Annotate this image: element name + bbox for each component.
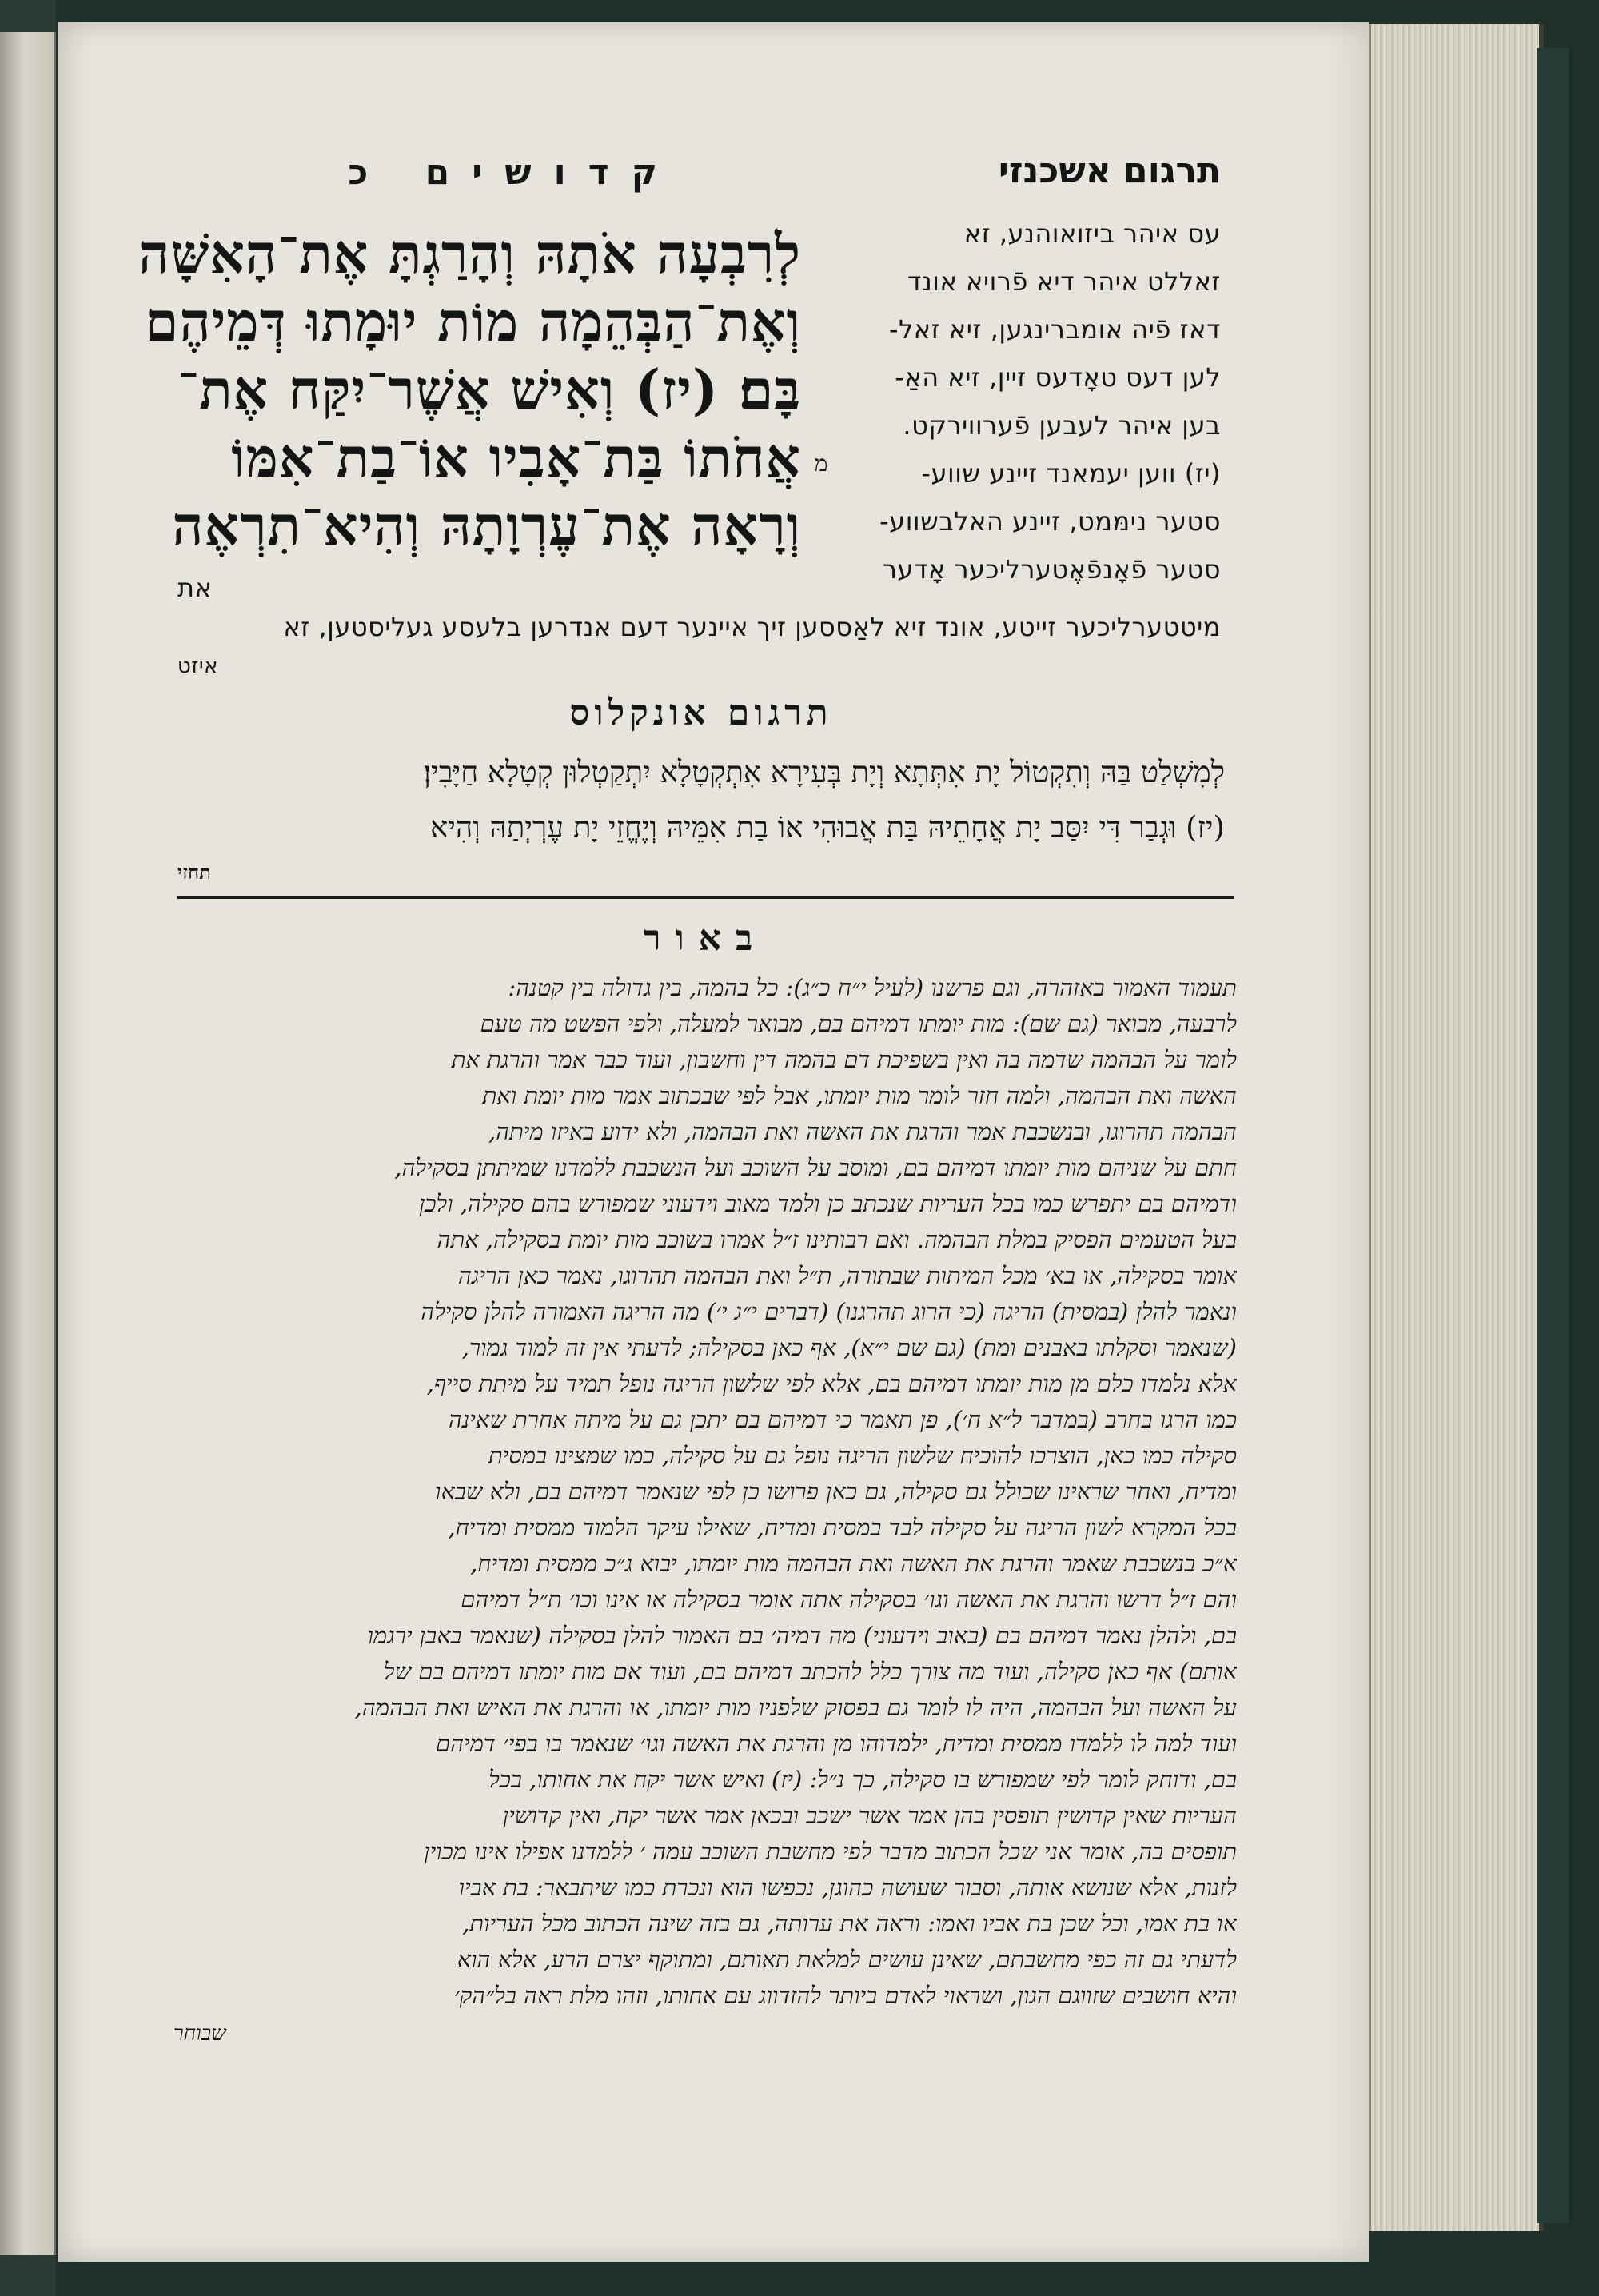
hebrew-text-line: וְרָאָה אֶת־עֶרְוָתָהּ וְהִיא־תִרְאֶה — [172, 494, 801, 558]
commentary-line: בם, ודוחק לומר לפי שמפורש בו סקילה, כך נ״ל: (יז) ואיש אשר יקח את אחותו, בכל — [488, 1766, 1237, 1793]
commentary-line: על האשה ועל הבהמה, היה לו לומר גם בפסוק שלפניו מות יומתו, או והרגת את האיש ואת הבהמה, — [354, 1694, 1237, 1721]
commentary-line: תעמוד האמור באזהרה, וגם פרשנו (לעיל י״ח כ״ג): כל בהמה, בין גדולה בין קטנה: — [508, 974, 1237, 1001]
biur-title: באור — [643, 918, 768, 959]
commentary-line: אלא נלמדו כלם מן מות יומתו דמיהם בם, אלא לפי שלשון הריגה נופל תמיד על מיתת סייף, — [426, 1370, 1237, 1397]
translation-line: סטער פֿאָנפֿאֶטערליכער אָדער — [882, 554, 1221, 585]
commentary-line: (שנאמר וסקלתו באבנים ומת) (גם שם י״א), אף כאן בסקילה; לדעתי אין זה למוד גמור, — [461, 1334, 1237, 1361]
translation-line: לען דעס טאָדעס זיין, זיא האַ- — [895, 362, 1221, 393]
commentary-line: והיא חושבים שזווגם הגון, ושראוי לאדם ביותר להזדווג עם אחותו, וזהו מלת ראה בל״הק׳ — [454, 1982, 1237, 2009]
commentary-line: ונאמר להלן (במסית) הריגה (כי הרוג תהרגנו) (דברים י״ג י׳) מה הריגה האמורה להלן סקילה — [421, 1298, 1237, 1325]
onkelos-line: (יז) וּגְבַר דִּי יִסַּב יָת אֲחָתֵיהּ בַּת אֲבוּהִי אוֹ בַת אִמֵּיהּ וְיֶחֱזֵי יָת עֶרְיְתַהּ וְהִיא — [430, 810, 1225, 845]
commentary-line: והם ז״ל דרשו והרגת את האשה וגו׳ בסקילה אתה אומר בסקילה או אינו וכו׳ ת״ל דמיהם — [461, 1586, 1237, 1613]
margin-mark: מ — [814, 450, 828, 477]
translation-line: סטער נימּמט, זיינע האלבשווע- — [879, 506, 1221, 537]
commentary-line: א״כ בנשכבת שאמר והרגת את האשה ואת הבהמה מות יומתו, יבוא ג״כ ממסית ומדיח, — [470, 1550, 1237, 1577]
commentary-line: לזנות, אלא שנושא אותה, וסבור שעושה כהוגן, נכפשו הוא ונכרת כמו שיתבאר: בת אביו — [458, 1874, 1237, 1901]
running-head-left: קדושים כ — [348, 152, 680, 193]
commentary-line: האשה ואת הבהמה, ולמה חזר לומר מות יומתו, אבל לפי שבכתוב אמר מות יומת ואת — [482, 1082, 1237, 1109]
commentary-line: לומר על הבהמה שדמה בה ואין בשפיכת דם בהמה דין וחשבון, ועוד כבר אמר והרגת את — [451, 1046, 1237, 1073]
commentary-line: אומר בסקילה, או בא׳ מכל המיתות שבתורה, ת״ל ואת הבהמה תהרוגו, נאמר כאן הריגה — [457, 1262, 1237, 1289]
commentary-line: סקילה כמו כאן, הוצרכו להוכיח שלשון הריגה נופל גם על סקילה, כמו שמצינו במסית — [488, 1442, 1237, 1469]
commentary-line: בעל הטעמים הפסיק במלת הבהמה. ואם רבותינו ז״ל אמרו בשוכב מות יומת בסקילה, אתה — [437, 1226, 1237, 1253]
translation-line: (יז) ווען יעמאנד זיינע שווע- — [921, 458, 1221, 489]
translation-line: עס איהר ביזואוהנע, זא — [963, 218, 1221, 249]
commentary-line: בם, ולהלן נאמר דמיהם בם (באוב וידעוני) מה דמיה׳ בם האמור להלן בסקילה (שנאמר באבן ירגמו — [367, 1622, 1237, 1649]
onkelos-catchword: תחזי — [177, 861, 211, 884]
commentary-catchword: שבוחר — [173, 2022, 226, 2046]
hebrew-text-line: אֲחֹתוֹ בַּת־אָבִיו אוֹ־בַת־אִמּוֹ — [231, 426, 801, 490]
translation-line: זאללט איהר דיא פֿרויא אונד — [907, 266, 1221, 297]
hebrew-text-line: לְרִבְעָה אֹתָהּ וְהָרַגְתָּ אֶת־הָאִשָּׁה — [138, 222, 801, 286]
translation-continuation: מיטטערליכער זייטע, אונד זיא לאַססען זיך איינער דעם אנדרען בלעסע געליסטען, זא — [283, 612, 1221, 642]
commentary-line: ודמיהם בם יתפרש כמו בכל העריות שנכתב כן ולמד מאוב וידעוני שמפורש בהם סקילה, ולכן — [418, 1190, 1237, 1217]
hebrew-text-line: וְאֶת־הַבְּהֵמָה מוֹת יוּמָתוּ דְּמֵיהֶם — [145, 290, 801, 354]
commentary-line: אותם) אף כאן סקילה, ועוד מה צורך כלל להכתב דמיהם בם, ועוד אם מות יומתו דמיהם בם של — [383, 1658, 1237, 1685]
book-page — [58, 22, 1369, 2262]
commentary-line: העריות שאין קדושין תופסין בהן אמר אשר ישכב ובכאן אמר אשר יקח, ואין קדושין — [502, 1802, 1237, 1829]
commentary-line: חתם על שניהם מות יומתו דמיהם בם, ומוסב על השוכב ועל הנשכבת ללמדנו שמיתתן בסקילה, — [394, 1154, 1237, 1181]
translation-line: בען איהר לעבען פֿערווירקט. — [903, 410, 1221, 441]
commentary-line: לדעתי גם זה כפי מחשבתם, שאינן עושים למלאת תאותם, ומתוקף יצרם הרע, אלא הוא — [457, 1946, 1237, 1973]
commentary-line: ומדיח, ואחר שראינו שכולל גם סקילה, גם כאן פרושו כן לפי שנאמר דמיהם בם, ולא שבאו — [434, 1478, 1237, 1505]
onkelos-line: לְמִשְׁלַט בַּהּ וְתִקְטוֹל יָת אִתְּתָא וְיָת בְּעִירָא אִתְקְטָלָא יִתְקַטְלוּן קְטָלָא חַיָּבִין׃ — [423, 755, 1225, 789]
commentary-line: כמו הרגו בחרב (במדבר ל״א ח׳), פן תאמר כי דמיהם בם יתכן גם על מיתה אחרת שאינה — [448, 1406, 1237, 1433]
commentary-line: תופסים בה, אומר אני שכל הכתוב מדבר לפי מחשבת השוכב עמה ׳ ללמדנו אפילו אינו מכוין — [424, 1838, 1237, 1865]
onkelos-title: תרגום אונקלוס — [569, 693, 833, 733]
translation-line: דאז פֿיה אומברינגען, זיא זאל- — [889, 314, 1221, 345]
book-cover-edge — [1537, 48, 1569, 2223]
translation-catchword: איזט — [177, 654, 219, 678]
running-head-right: תרגום אשכנזי — [998, 150, 1221, 191]
commentary-line: ועוד למה לו ללמדו ממסית ומדיח, ילמדוהו מן והרגת את האשה וגו׳ שנאמר בו בפי׳ דמיהם — [436, 1730, 1237, 1757]
page-edges — [1369, 24, 1544, 2231]
commentary-line: בכל המקרא לשון הריגה על סקילה לבד במסית ומדיח, שאילו עיקר הלמוד ממסית ומדיח, — [448, 1514, 1237, 1541]
left-page-edge — [0, 32, 56, 2255]
commentary-line: או בת אמו, וכל שכן בת אביו ואמו: וראה את ערותה, גם בזה שינה הכתוב מכל העריות, — [462, 1910, 1237, 1937]
continuation-word: את — [177, 573, 213, 603]
hebrew-text-line: בָּם׃ (יז) וְאִישׁ אֲשֶׁר־יִקַּח אֶת־ — [177, 358, 801, 422]
section-divider — [177, 896, 1234, 899]
commentary-line: הבהמה תהרוגו, ובנשכבת אמר והרגת את האשה ואת הבהמה, ולא ידוע באיזו מיתה, — [488, 1118, 1237, 1145]
commentary-line: לרבעה, מבואר (גם שם): מות יומתו דמיהם בם, מבואר למעלה, ולפי הפשט מה טעם — [480, 1010, 1237, 1037]
